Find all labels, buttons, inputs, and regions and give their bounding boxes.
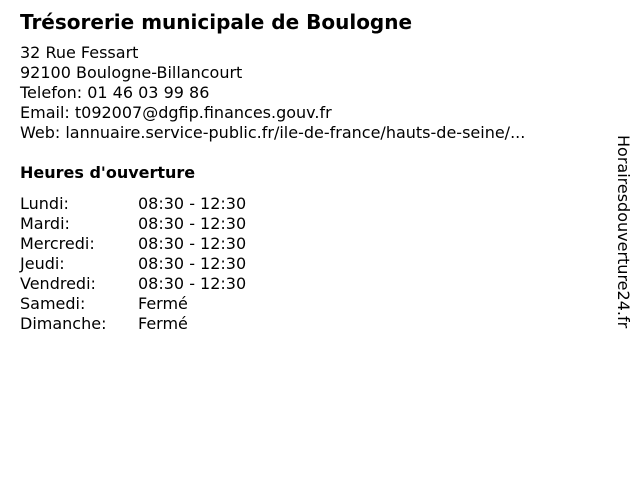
day-label: Jeudi: xyxy=(20,254,65,273)
hours-table xyxy=(20,194,246,334)
time-value: 08:30 - 12:30 xyxy=(138,254,247,273)
hours-row-thursday xyxy=(20,254,246,274)
city-address: 92100 Boulogne-Billancourt xyxy=(20,63,243,82)
time-value: Fermé xyxy=(138,314,188,333)
day-label: Dimanche: xyxy=(20,314,107,333)
page-title: Trésorerie municipale de Boulogne xyxy=(20,10,413,34)
time-value: 08:30 - 12:30 xyxy=(138,234,247,253)
time-value: 08:30 - 12:30 xyxy=(138,214,247,233)
hours-row-monday xyxy=(20,194,246,214)
site-watermark: Horairesdouverture24.fr xyxy=(614,135,633,329)
hours-row-tuesday xyxy=(20,214,246,234)
time-value: Fermé xyxy=(138,294,188,313)
hours-row-friday xyxy=(20,274,246,294)
day-label: Mercredi: xyxy=(20,234,95,253)
street-address: 32 Rue Fessart xyxy=(20,43,139,62)
day-label: Mardi: xyxy=(20,214,70,233)
day-label: Lundi: xyxy=(20,194,69,213)
hours-row-wednesday xyxy=(20,234,246,254)
email-line: Email: t092007@dgfip.finances.gouv.fr xyxy=(20,103,332,122)
hours-row-sunday xyxy=(20,314,246,334)
day-label: Vendredi: xyxy=(20,274,96,293)
web-line: Web: lannuaire.service-public.fr/ile-de-france/hauts-de-seine/... xyxy=(20,123,526,142)
address-block xyxy=(20,43,525,143)
hours-heading: Heures d'ouverture xyxy=(20,163,196,182)
time-value: 08:30 - 12:30 xyxy=(138,194,247,213)
hours-row-saturday xyxy=(20,294,246,314)
time-value: 08:30 - 12:30 xyxy=(138,274,247,293)
phone-line: Telefon: 01 46 03 99 86 xyxy=(20,83,210,102)
day-label: Samedi: xyxy=(20,294,86,313)
